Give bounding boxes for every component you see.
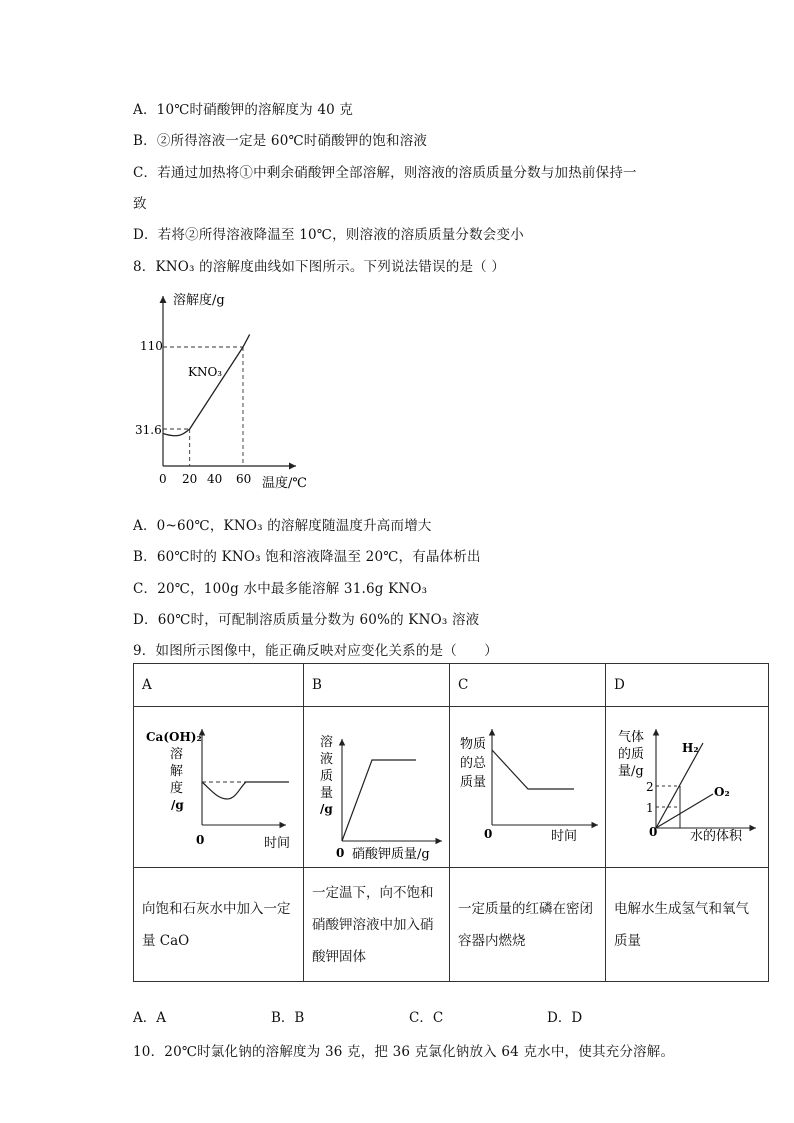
q10-stem: 10．20℃时氯化钠的溶解度为 36 克，把 36 克氯化钠放入 64 克水中，使其充分溶解。 [133, 1044, 675, 1060]
q9-stem: 9．如图所示图像中，能正确反映对应变化关系的是（ ） [133, 643, 498, 659]
svg-text:解: 解 [170, 764, 184, 779]
svg-text:量: 量 [320, 786, 334, 801]
svg-text:气体: 气体 [618, 730, 645, 745]
q9-description-b: 一定温下，向不饱和硝酸钾溶液中加入硝酸钾固体 [304, 868, 450, 982]
q8-xtick-0: 0 [159, 472, 167, 486]
svg-text:/g: /g [171, 798, 184, 812]
svg-text:的总: 的总 [460, 756, 487, 771]
svg-text:O₂: O₂ [714, 785, 730, 799]
q9-graph-c [450, 707, 606, 863]
q9-d-o2-line [656, 794, 713, 828]
svg-text:量/g: 量/g [618, 764, 644, 779]
q8-xlabel: 温度/℃ [262, 476, 307, 491]
svg-text:0: 0 [649, 825, 658, 839]
q9-option-d: D．D [547, 1010, 583, 1026]
q7-option-b: B．②所得溶液一定是 60℃时硝酸钾的饱和溶液 [133, 133, 428, 149]
q8-ytick-31-6: 31.6 [135, 423, 162, 437]
svg-text:溶: 溶 [320, 735, 334, 750]
q8-option-a: A．0~60℃，KNO₃ 的溶解度随温度升高而增大 [133, 518, 432, 534]
q7-option-c-continued: 致 [133, 196, 147, 212]
svg-text:0: 0 [484, 827, 493, 841]
q7-option-c: C．若通过加热将①中剩余硝酸钾全部溶解，则溶液的溶质质量分数与加热前保持一 [133, 165, 637, 181]
q9-header-b: B [304, 664, 450, 707]
q9-b-curve [342, 760, 416, 841]
svg-text:/g: /g [320, 802, 333, 816]
q8-ylabel: 溶解度/g [173, 293, 225, 308]
q9-header-a: A [134, 664, 304, 707]
q8-series-label: KNO₃ [188, 365, 223, 379]
svg-text:度: 度 [170, 781, 184, 796]
q9-option-b: B．B [271, 1010, 305, 1026]
q9-graph-b [304, 707, 450, 863]
q9-table [133, 663, 769, 982]
q9-header-d: D [606, 664, 769, 707]
q9-a-curve [202, 782, 289, 799]
svg-text:2: 2 [646, 780, 654, 794]
svg-text:H₂: H₂ [682, 741, 699, 755]
svg-text:质: 质 [320, 769, 334, 784]
q9-option-c: C．C [409, 1010, 444, 1026]
svg-text:时间: 时间 [551, 829, 578, 844]
svg-text:1: 1 [646, 801, 654, 815]
q8-option-d: D．60℃时，可配制溶质质量分数为 60%的 KNO₃ 溶液 [133, 612, 480, 628]
q8-xtick-60: 60 [236, 472, 252, 486]
svg-text:的质: 的质 [618, 747, 645, 762]
svg-text:0: 0 [336, 846, 345, 860]
q7-option-d: D．若将②所得溶液降温至 10℃，则溶液的溶质质量分数会变小 [133, 227, 524, 243]
q9-graph-a [134, 707, 304, 863]
q8-stem: 8．KNO₃ 的溶解度曲线如下图所示。下列说法错误的是（ ） [133, 259, 506, 275]
q9-description-d: 电解水生成氢气和氧气质量 [606, 868, 769, 982]
q8-ytick-110: 110 [140, 339, 163, 353]
q9-graph-cell-c [450, 707, 606, 868]
q8-xtick-40: 40 [207, 472, 223, 486]
q8-xtick-20: 20 [182, 472, 198, 486]
q8-solubility-chart [130, 286, 330, 496]
svg-text:物质: 物质 [460, 737, 487, 752]
q9-graph-cell-d [606, 707, 769, 868]
q7-option-a: A．10℃时硝酸钾的溶解度为 40 克 [133, 102, 354, 118]
q8-option-c: C．20℃，100g 水中最多能溶解 31.6g KNO₃ [133, 581, 428, 597]
q8-kno3-curve [163, 334, 250, 435]
svg-text:Ca(OH)₂: Ca(OH)₂ [146, 730, 202, 744]
q9-graph-d [606, 707, 769, 863]
q9-option-a: A．A [133, 1010, 166, 1026]
svg-text:时间: 时间 [264, 836, 291, 851]
q9-description-c: 一定质量的红磷在密闭容器内燃烧 [450, 868, 606, 982]
svg-text:硝酸钾质量/g: 硝酸钾质量/g [352, 847, 430, 862]
q9-header-c: C [450, 664, 606, 707]
svg-text:0: 0 [196, 833, 205, 847]
q9-graph-cell-b [304, 707, 450, 868]
svg-text:溶: 溶 [170, 747, 184, 762]
q9-graph-cell-a [134, 707, 304, 868]
svg-text:液: 液 [320, 752, 334, 767]
q9-description-a: 向饱和石灰水中加入一定量 CaO [134, 868, 304, 982]
svg-text:水的体积: 水的体积 [690, 829, 743, 844]
svg-text:质量: 质量 [460, 775, 487, 790]
q8-option-b: B．60℃时的 KNO₃ 饱和溶液降温至 20℃，有晶体析出 [133, 549, 481, 565]
q9-c-curve [492, 750, 574, 789]
